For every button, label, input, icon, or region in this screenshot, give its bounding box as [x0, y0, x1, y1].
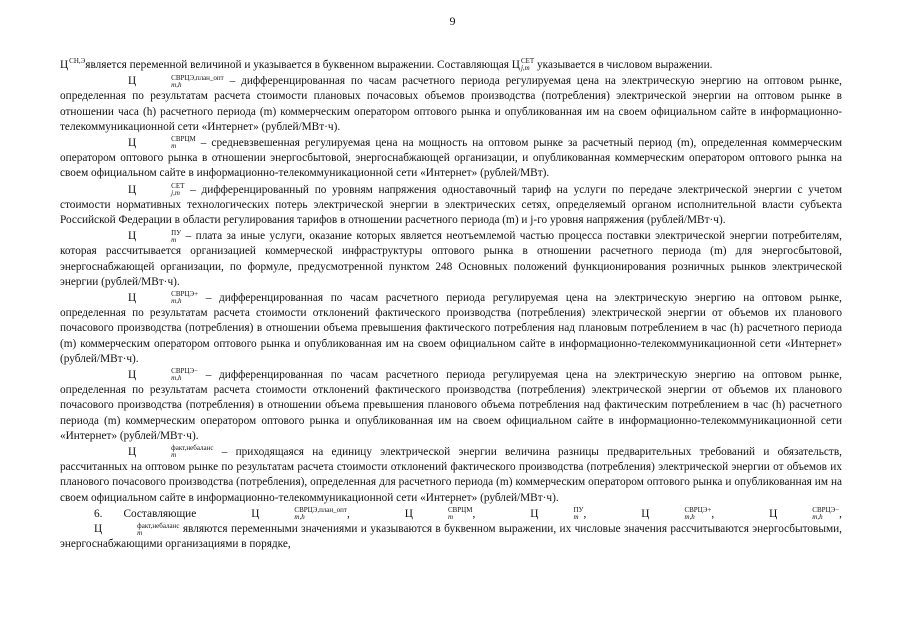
- symbol: Ц СВРЦЭ− m,h: [128, 367, 199, 383]
- paragraph-2: Ц СВРЦМ m – средневзвешенная регулируемая цена на мощность на оптовом рынке за расчетный период (m), определенная коммерческим оператором оптового рынка в отношении энергосбытовой, энергоснабжающей организации, и опубликованная коммерческим оператором оптового рынка на своем официальном сайте в информационно-телекоммуникационной сети «Интернет» (рублей/МВт).: [60, 135, 842, 180]
- paragraph-7: Ц факт,небаланс m – приходящаяся на единицу электрической энергии величина разницы предварительных требований и обязательств, рассчитанных на оптовом рынке по результатам расчета стоимости отклонений фактического производства (потребления) электрической энергии от объемов их планового почасового производства (потребления), определенная для расчетного периода (m) коммерческим оператором оптового рынка и опубликованная им на своем официальном сайте в информационно-телекоммуникационной сети «Интернет» (рублей/МВт·ч).: [60, 444, 842, 504]
- paragraph-0: Ц СН,Э является переменной величиной и указывается в буквенном выражении. Составляющая Ц СЕТ j,m указывается в числовом выражении.: [60, 57, 713, 73]
- page-number: 9: [449, 14, 456, 28]
- symbol: Ц СЕТ j,m: [128, 182, 185, 198]
- symbol: Ц СВРЦЭ+ m,h: [641, 506, 712, 522]
- paragraph-8: 6. Составляющие Ц СВРЦЭ,план_опт m,h , Ц СВРЦМ m , Ц ПУ m , Ц СВРЦЭ+ m,h , Ц СВРЦЭ− m,h , Ц факт,небаланс m являются переменными значениями и указываются в буквенном выражении, их числовые значения рассчитываются энергосбытовыми, энергоснабжающими организациями в порядке,: [60, 506, 842, 551]
- symbol: Ц факт,небаланс m: [128, 444, 214, 460]
- symbol: Ц ПУ m: [128, 228, 182, 244]
- symbol: Ц факт,небаланс m: [94, 521, 180, 537]
- document-body: [60, 58, 842, 554]
- symbol: Ц СЕТ j,m: [511, 57, 535, 73]
- symbol: Ц СВРЦЭ,план_опт m,h: [251, 506, 347, 522]
- symbol: Ц СН,Э: [60, 57, 86, 71]
- paragraph-6: Ц СВРЦЭ− m,h – дифференцированная по часам расчетного периода регулируемая цена на электрическую энергию на оптовом рынке, определенная по результатам расчета стоимости отклонений фактического производства (потребления) электрической энергии от объемов их планового почасового производства (потребления) в отношении объема превышения планового объема потребления над фактическим потреблением в час (h) расчетного периода (m) коммерческим оператором оптового рынка и опубликованная им на своем официальном сайте в информационно-телекоммуникационной сети «Интернет» (рублей/МВт·ч).: [60, 367, 842, 442]
- symbol: Ц СВРЦЭ+ m,h: [128, 290, 199, 306]
- symbol: Ц СВРЦМ m: [404, 506, 473, 522]
- symbol: Ц СВРЦЭ− m,h: [769, 506, 840, 522]
- symbol: Ц СВРЦМ m: [128, 135, 196, 151]
- symbol: Ц ПУ m: [530, 506, 584, 522]
- paragraph-5: Ц СВРЦЭ+ m,h – дифференцированная по часам расчетного периода регулируемая цена на электрическую энергию на оптовом рынке, определенная по результатам расчета стоимости отклонений фактического производства (потребления) электрической энергии от объемов их планового почасового производства (потребления) в отношении объема превышения фактического потребления над плановым потреблением в час (h) расчетного периода (m) коммерческим оператором оптового рынка и опубликованная им на своем официальном сайте в информационно-телекоммуникационной сети «Интернет» (рублей/МВт·ч).: [60, 290, 842, 365]
- paragraph-3: Ц СЕТ j,m – дифференцированный по уровням напряжения одноставочный тариф на услуги по передаче электрической энергии с учетом стоимости нормативных технологических потерь электрической энергии в электрических сетях, определяемый органом исполнительной власти субъекта Российской Федерации в области регулирования тарифов в отношении расчетного периода (m) и j-го уровня напряжения (рублей/МВт·ч).: [60, 182, 842, 227]
- paragraph-4: Ц ПУ m – плата за иные услуги, оказание которых является неотъемлемой частью процесса поставки электрической энергии потребителям, которая рассчитывается организацией коммерческой инфраструктуры оптового рынка в отношении расчетного периода (m) для энергосбытовой, энергоснабжающей организации, по формуле, предусмотренной пунктом 248 Основных положений функционирования розничных рынков электрической энергии (рублей/МВт·ч).: [60, 228, 842, 288]
- paragraph-1: Ц СВРЦЭ,план_опт m,h – дифференцированная по часам расчетного периода регулируемая цена на электрическую энергию на оптовом рынке, определенная по результатам расчета стоимости плановых почасовых объемов производства (потребления) электрической энергии на оптовом рынке в отношении часа (h) расчетного периода (m) коммерческим оператором оптового рынка и опубликованная им на своем официальном сайте в информационно-телекоммуникационной сети «Интернет» (рублей/МВт·ч).: [60, 73, 842, 133]
- symbol: Ц СВРЦЭ,план_опт m,h: [128, 73, 224, 89]
